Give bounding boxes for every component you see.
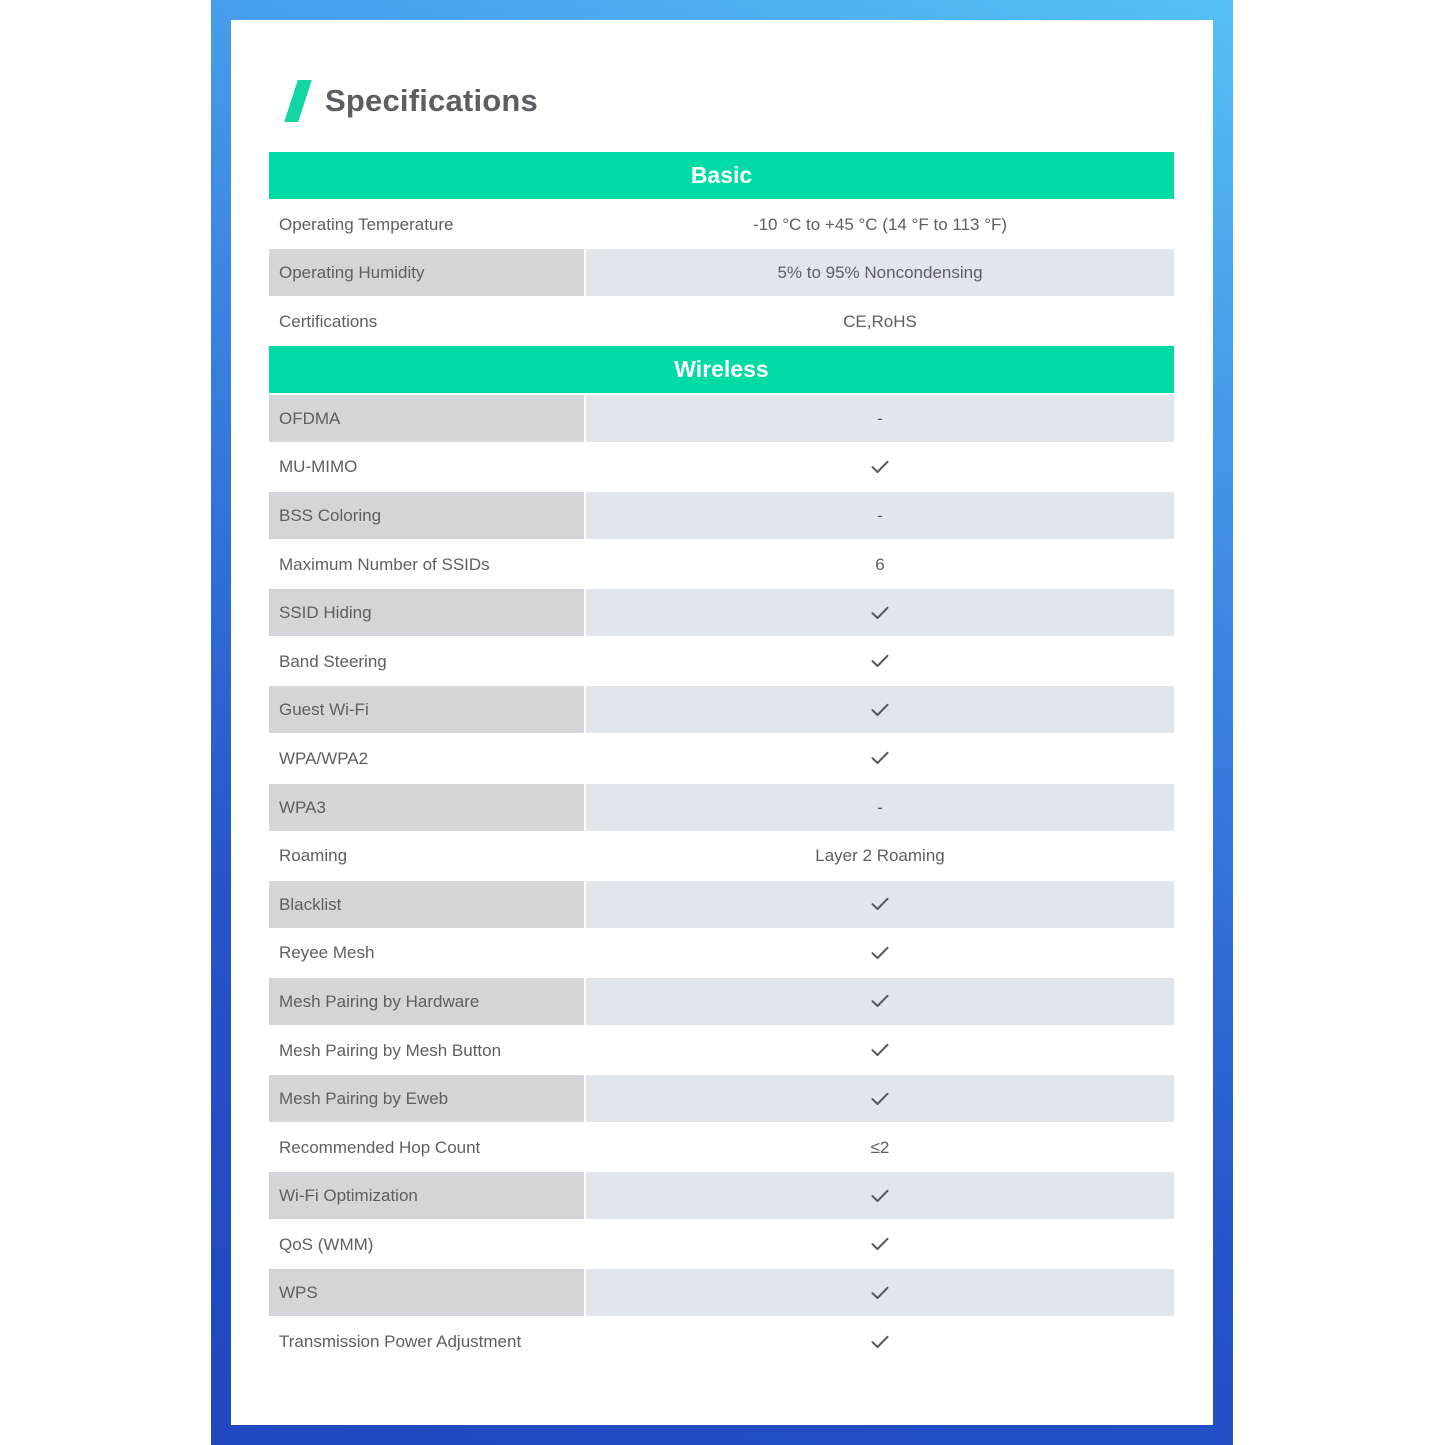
checkmark-icon [871,460,889,474]
spec-value: ≤2 [870,1137,890,1157]
spec-value [586,1269,1174,1316]
spec-value: -10 °C to +45 °C (14 °F to 113 °F) [752,214,1008,234]
checkmark-icon [871,1237,889,1251]
table-row [269,298,1174,345]
section-header-wireless: Wireless [269,346,1174,393]
table-row [269,395,1174,442]
spec-value: - [586,784,1174,831]
spec-value [586,735,1174,782]
spec-label: OFDMA [269,395,584,442]
section-header-basic: Basic [269,152,1174,199]
table-row [269,686,1174,733]
spec-label: SSID Hiding [269,589,584,636]
table-row [269,1124,1174,1171]
slash-accent-icon [284,80,312,122]
checkmark-icon [871,606,889,620]
table-row [269,1269,1174,1316]
page-title: Specifications [325,83,538,118]
spec-value: - [586,395,1174,442]
spec-value [586,1075,1174,1122]
spec-label: Operating Humidity [269,249,584,296]
spec-label: QoS (WMM) [279,1234,374,1254]
spec-label: Wi-Fi Optimization [269,1172,584,1219]
spec-value: 6 [875,554,885,574]
spec-value [586,638,1174,685]
table-row [269,443,1174,490]
checkmark-icon [871,654,889,668]
spec-value: 5% to 95% Noncondensing [586,249,1174,296]
spec-label: Certifications [279,311,378,331]
table-row [269,1172,1174,1219]
spec-value [586,978,1174,1025]
spec-value [586,443,1174,490]
spec-value [586,589,1174,636]
spec-value: - [586,492,1174,539]
spec-label: Band Steering [279,651,387,671]
checkmark-icon [871,703,889,717]
checkmark-icon [871,897,889,911]
spec-label: Mesh Pairing by Hardware [269,978,584,1025]
spec-label: Transmission Power Adjustment [279,1332,522,1352]
spec-value [586,1027,1174,1074]
spec-value [586,1318,1174,1365]
table-row [269,492,1174,539]
checkmark-icon [871,1092,889,1106]
table-row [269,541,1174,588]
table-row [269,1075,1174,1122]
spec-label: Guest Wi-Fi [269,686,584,733]
spec-label: Recommended Hop Count [279,1137,481,1157]
spec-label: MU-MIMO [279,457,358,477]
spec-value: CE,RoHS [843,311,917,331]
table-row [269,201,1174,248]
spec-label: Maximum Number of SSIDs [279,554,490,574]
table-row [269,589,1174,636]
spec-label: WPA3 [269,784,584,831]
spec-label: Mesh Pairing by Mesh Button [279,1040,502,1060]
spec-value [586,929,1174,976]
checkmark-icon [871,946,889,960]
spec-label: Roaming [279,846,348,866]
spec-value [586,686,1174,733]
table-row [269,832,1174,879]
checkmark-icon [871,1043,889,1057]
spec-label: Blacklist [269,881,584,928]
checkmark-icon [871,1335,889,1349]
spec-value [586,881,1174,928]
spec-value: Layer 2 Roaming [815,846,945,866]
checkmark-icon [871,1189,889,1203]
table-row [269,638,1174,685]
spec-value [586,1172,1174,1219]
table-row [269,881,1174,928]
page-heading [283,78,538,124]
table-row [269,784,1174,831]
spec-table [269,152,1174,1367]
checkmark-icon [871,751,889,765]
table-row [269,929,1174,976]
checkmark-icon [871,994,889,1008]
spec-label: WPA/WPA2 [279,748,369,768]
table-row [269,249,1174,296]
spec-label: WPS [269,1269,584,1316]
spec-label: Mesh Pairing by Eweb [269,1075,584,1122]
table-row [269,1027,1174,1074]
table-row [269,1318,1174,1365]
table-row [269,735,1174,782]
checkmark-icon [871,1286,889,1300]
spec-label: Operating Temperature [279,214,454,234]
spec-label: BSS Coloring [269,492,584,539]
table-row [269,1221,1174,1268]
spec-value [586,1221,1174,1268]
spec-label: Reyee Mesh [279,943,375,963]
table-row [269,978,1174,1025]
